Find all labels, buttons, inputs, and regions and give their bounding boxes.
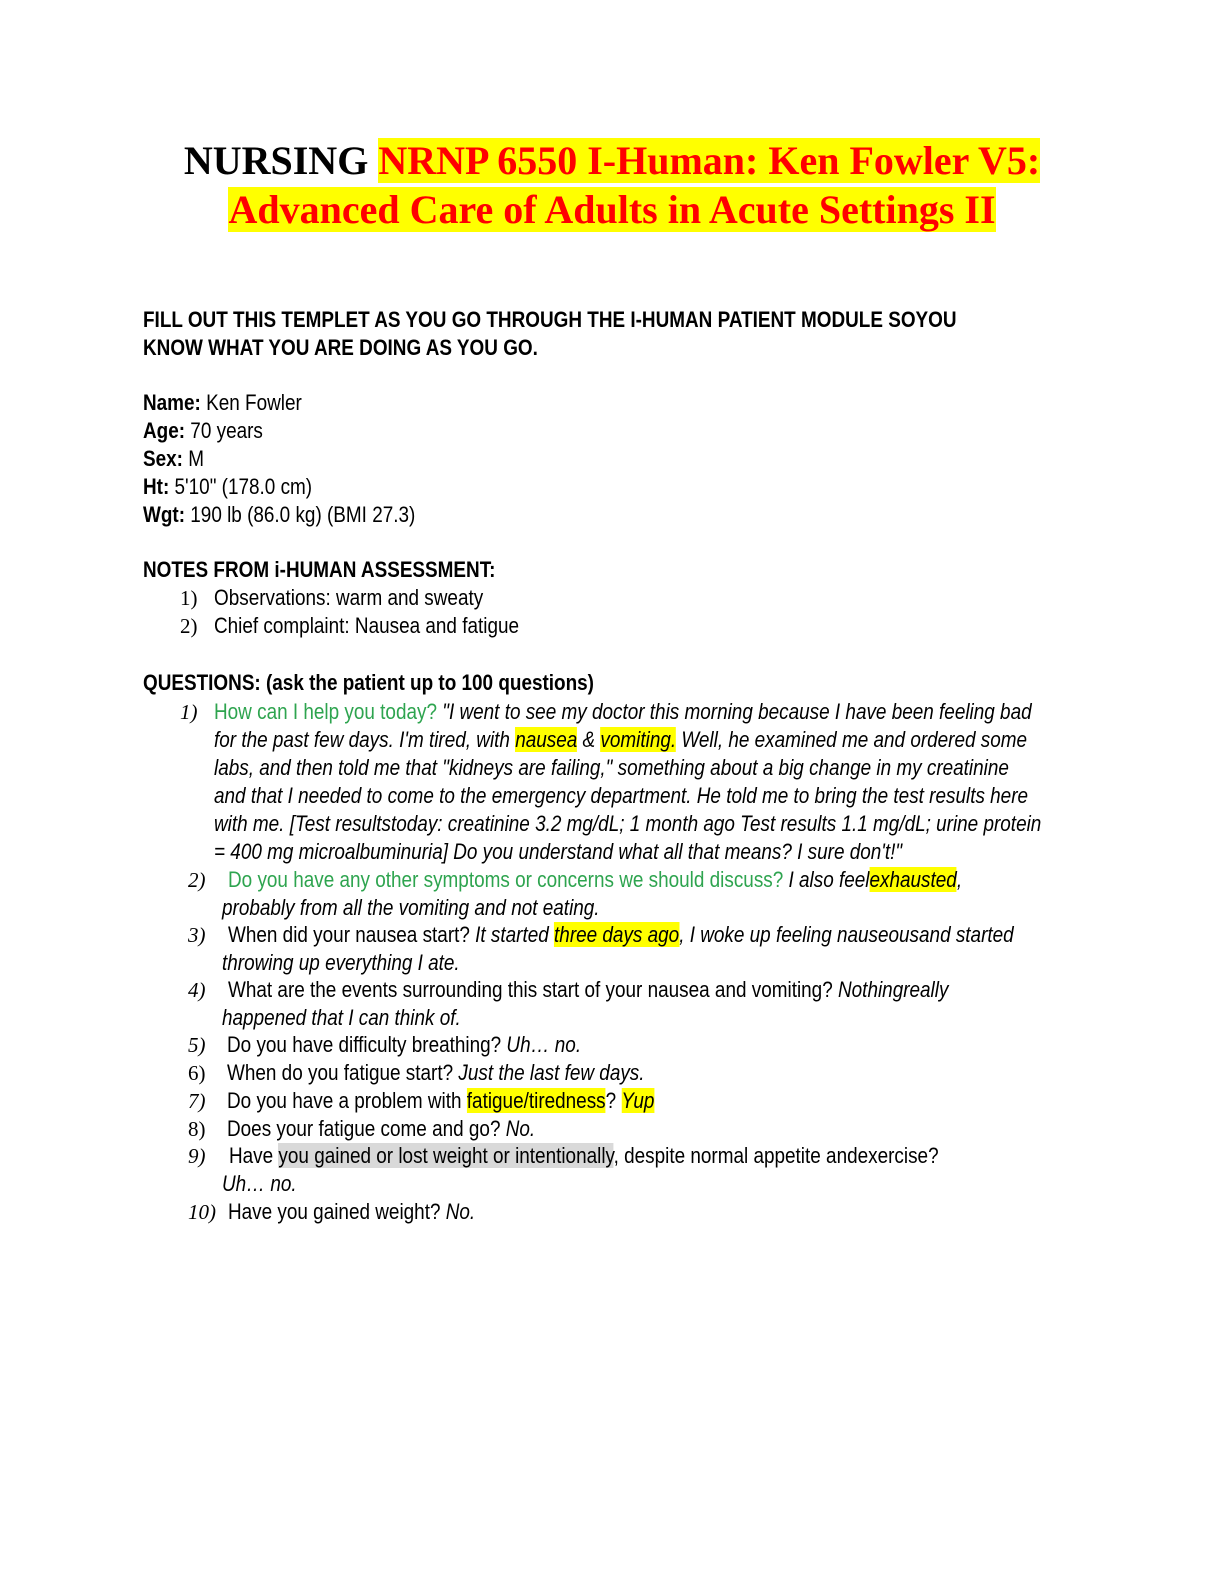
notes-heading: NOTES FROM i-HUMAN ASSESSMENT: [143,557,496,582]
answer-text: "I went to see my doctor this morning because I have been feeling bad [436,699,1032,724]
answer-text: Just the last few days. [453,1060,645,1085]
question-text: When do you fatigue start? [227,1060,454,1085]
answer-text: No. [500,1116,536,1141]
note-observations: Observations: warm and sweaty [214,585,484,610]
patient-weight [143,501,415,529]
answer-text: , I woke up feeling nauseousand started [679,922,1014,947]
answer-text: Nothingreally [832,977,949,1002]
list-number: 1) [180,586,198,610]
patient-age [143,417,263,445]
list-number: 1) [180,700,198,724]
answer-1-line-3: labs, and then told me that "kidneys are failing," something about a big change in my creatinine [214,755,1009,780]
question-1 [214,698,1032,726]
name-value: Ken Fowler [200,390,302,415]
height-value: 5'10" (178.0 cm) [169,474,313,499]
question-6 [227,1059,645,1087]
answer-1-line-5: with me. [Test resultstoday: creatinine 3.2 mg/dL; 1 month ago Test results 1.1 mg/dL; urine protein [214,811,1042,836]
question-5 [227,1031,581,1059]
highlight-vomiting: vomiting. [600,727,677,752]
answer-1-line-2 [214,726,1027,754]
question-3 [228,921,1014,949]
question-10 [228,1198,475,1226]
name-label: Name: [143,390,201,415]
instructions-line-1: FILL OUT THIS TEMPLET AS YOU GO THROUGH THE I-HUMAN PATIENT MODULE SOYOU [143,307,957,332]
list-number: 8) [188,1117,206,1141]
list-number: 10) [188,1200,216,1224]
list-number: 5) [188,1033,206,1057]
highlight-nausea: nausea [515,727,578,752]
answer-text: Well, he examined me and ordered some [676,727,1028,752]
answer-2-line-2: probably from all the vomiting and not eating. [222,895,600,920]
patient-name [143,389,302,417]
weight-label: Wgt: [143,502,186,527]
sex-value: M [182,446,205,471]
answer-text: No. [440,1199,476,1224]
question-text: When did your nausea start? [228,922,470,947]
list-number: 9) [188,1144,206,1168]
highlight-three-days-ago: three days ago [554,922,680,947]
question-text: Do you have any other symptoms or concerns we should discuss? [228,867,784,892]
question-text: Does your fatigue come and go? [227,1116,501,1141]
answer-text: Uh… no. [501,1032,582,1057]
document-title [100,136,1124,234]
question-9 [229,1142,939,1170]
age-value: 70 years [185,418,263,443]
title-course-highlight: NRNP 6550 I-Human: Ken Fowler V5: [378,138,1041,183]
question-text: ? [605,1088,622,1113]
list-number: 6) [188,1061,206,1085]
weight-value: 190 lb (86.0 kg) (BMI 27.3) [185,502,416,527]
question-text: What are the events surrounding this start of your nausea and vomiting? [228,977,833,1002]
answer-text: , [956,867,963,892]
question-text: , despite normal appetite andexercise? [613,1143,939,1168]
question-text: Do you have a problem with [227,1088,467,1113]
answer-4-line-2: happened that I can think of. [222,1005,461,1030]
patient-height [143,473,312,501]
answer-1-line-6: = 400 mg microalbuminuria] Do you understand what all that means? I sure don't!" [214,839,903,864]
list-number: 2) [188,868,206,892]
highlight-weight-change: you gained or lost weight or intentionally [278,1143,614,1168]
note-chief-complaint: Chief complaint: Nausea and fatigue [214,613,520,638]
question-8 [227,1115,535,1143]
list-number: 4) [188,978,206,1002]
answer-text: I also feel [783,867,870,892]
question-4 [228,976,948,1004]
answer-text: & [577,727,601,752]
answer-3-line-2: throwing up everything I ate. [222,950,460,975]
answer-1-line-4: and that I needed to come to the emergency department. He told me to bring the test results here [214,783,1029,808]
question-text: Do you have difficulty breathing? [227,1032,502,1057]
questions-heading: QUESTIONS: (ask the patient up to 100 questions) [143,670,594,695]
answer-text: It started [469,922,555,947]
question-text: How can I help you today? [214,699,437,724]
age-label: Age: [143,418,186,443]
title-subtitle-highlight: Advanced Care of Adults in Acute Settings II [228,187,996,232]
question-text: Have [229,1143,279,1168]
list-number: 7) [188,1089,206,1113]
instructions-line-2: KNOW WHAT YOU ARE DOING AS YOU GO. [143,335,538,360]
patient-sex [143,445,204,473]
sex-label: Sex: [143,446,183,471]
answer-text: for the past few days. I'm tired, with [214,727,516,752]
list-number: 2) [180,614,198,638]
answer-9-line-2: Uh… no. [222,1171,297,1196]
title-prefix: NURSING [183,138,369,183]
list-number: 3) [188,923,206,947]
question-text: Have you gained weight? [228,1199,441,1224]
highlight-exhausted: exhausted [869,867,957,892]
highlight-fatigue-tiredness: fatigue/tiredness [466,1088,606,1113]
question-2 [228,866,962,894]
highlight-yup: Yup [621,1088,655,1113]
height-label: Ht: [143,474,170,499]
question-7 [227,1087,654,1115]
